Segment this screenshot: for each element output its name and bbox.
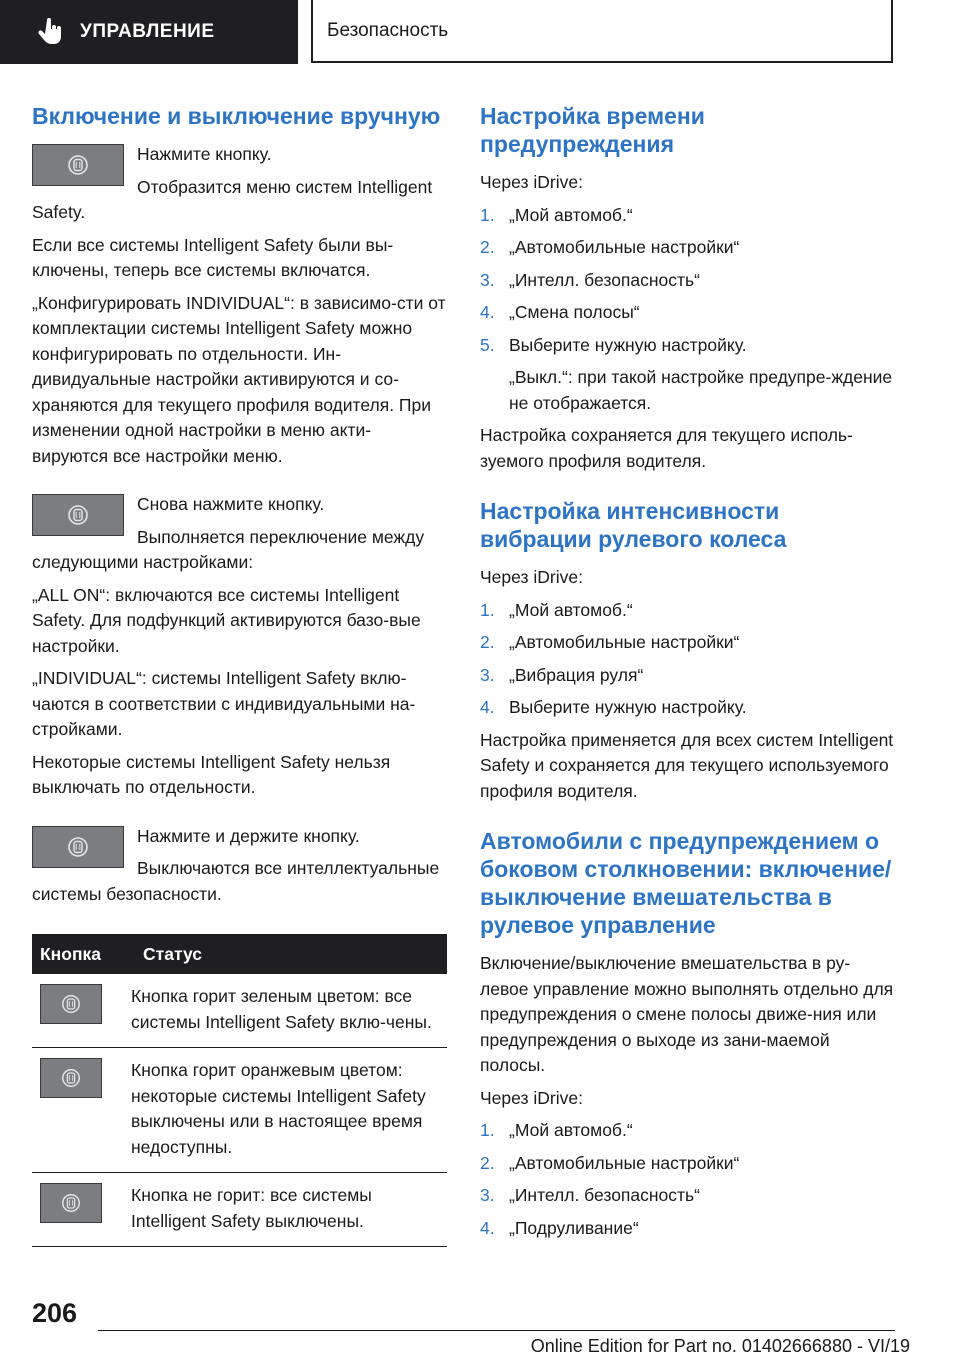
paragraph: Через iDrive: <box>480 1087 583 1108</box>
page-number: 206 <box>32 1298 78 1328</box>
safety-button-image <box>32 826 124 868</box>
section-heading: Настройка времени предупреждения <box>480 103 705 157</box>
paragraph: Через iDrive: <box>480 567 583 587</box>
paragraph: Через iDrive: <box>480 172 583 192</box>
sub-note: „Выкл.“: при такой настройке предупре-ждение не отображается. <box>509 367 893 413</box>
step-block <box>32 824 447 908</box>
table-cell: Кнопка горит зеленым цветом: все системы Intelligent Safety вклю-чены. <box>131 974 447 1048</box>
paragraph: Настройка сохраняется для текущего исполь-зуемого профиля водителя. <box>480 425 853 471</box>
list-item: 2. „Автомобильные настройки“ <box>480 1152 740 1173</box>
safety-button-icon <box>66 503 90 527</box>
step-text: Снова нажмите кнопку. <box>137 494 325 514</box>
subsection-tab <box>311 0 893 63</box>
step-list <box>480 1118 895 1241</box>
safety-button-icon <box>60 1192 82 1214</box>
right-column <box>480 102 895 1248</box>
step-result: Выключаются все интеллектуальные системы безопасности. <box>32 858 440 904</box>
table-row <box>32 1173 447 1247</box>
table-header: Кнопка <box>32 934 131 974</box>
list-item: 4. „Подруливание“ <box>480 1217 639 1238</box>
list-item: 3. „Вибрация руля“ <box>480 664 644 685</box>
list-item: 2. „Автомобильные настройки“ <box>480 237 740 257</box>
safety-button-icon <box>60 993 82 1015</box>
step-text: Нажмите и держите кнопку. <box>137 825 360 846</box>
list-item: 3. „Интелл. безопасность“ <box>480 269 700 290</box>
table-cell: Кнопка не горит: все системы Intelligent Safety выключены. <box>131 1173 447 1247</box>
edition-footer: Online Edition for Part no. 01402666880 - VI/19 <box>530 1336 910 1356</box>
table-cell: Кнопка горит оранжевым цветом: некоторые системы Intelligent Safety выключены или в настоящее время недоступны. <box>131 1048 447 1173</box>
list-item: 2. „Автомобильные настройки“ <box>480 632 740 652</box>
step-list <box>480 203 895 359</box>
list-item: 4. „Смена полосы“ <box>480 302 640 322</box>
step-list <box>480 598 895 721</box>
button-orange-image <box>40 1058 102 1098</box>
step-result: Выполняется переключение между следующими настройками: <box>32 526 425 572</box>
table-row <box>32 1048 447 1173</box>
section-heading: Включение и выключение вручную <box>32 103 441 129</box>
section-heading: Настройка интенсивности вибрации рулевого колеса <box>480 498 787 552</box>
left-column <box>32 102 447 1247</box>
table-header: Статус <box>131 934 447 974</box>
status-table <box>32 934 447 1247</box>
safety-button-icon <box>66 835 90 859</box>
hand-pointer-icon <box>36 17 66 47</box>
list-item: 4. Выберите нужную настройку. <box>480 697 747 717</box>
list-item: 1. „Мой автомоб.“ <box>480 599 633 620</box>
list-item: 1. „Мой автомоб.“ <box>480 1120 633 1140</box>
list-item: 5. Выберите нужную настройку. <box>480 334 747 355</box>
button-off-image <box>40 1183 102 1223</box>
paragraph: „INDIVIDUAL“: системы Intelligent Safety вклю-чаются в соответствии с индивидуальными на-стройками. <box>32 668 416 739</box>
paragraph: „ALL ON“: включаются все системы Intelligent Safety. Для подфункций активируются базо-вые настройки. <box>32 584 421 656</box>
safety-button-image <box>32 494 124 536</box>
paragraph: Включение/выключение вмешательства в ру-левое управление можно выполнять отдельно для предупреждения о смене полосы движе-ния или предупреждения о выходе из зани-маемой полосы. <box>480 953 894 1075</box>
section-title: УПРАВЛЕНИЕ <box>80 21 215 42</box>
safety-button-icon <box>60 1067 82 1089</box>
paragraph: Некоторые системы Intelligent Safety нельзя выключать по отдельности. <box>32 751 391 797</box>
step-text: Нажмите кнопку. <box>137 144 272 164</box>
section-tab <box>0 0 298 64</box>
subsection-title: Безопасность <box>327 19 449 41</box>
button-green-image <box>40 984 102 1024</box>
safety-button-icon <box>66 153 90 177</box>
list-item: 3. „Интелл. безопасность“ <box>480 1185 700 1205</box>
section-heading: Автомобили с предупреждением о боковом столкновении: включение/выключение вмешательства в рулевое управление <box>480 828 892 938</box>
footer-divider <box>98 1330 895 1331</box>
step-result: Отобразится меню систем Intelligent Safety. <box>32 176 433 222</box>
step-block <box>32 142 447 226</box>
table-row <box>32 974 447 1048</box>
paragraph: „Конфигурировать INDIVIDUAL“: в зависимо-сти от комплектации системы Intelligent Safety можно конфигурировать по отдельности. Ин-дивидуальные настройки активируются и со-храняются для текущего профиля водителя. При изменении одной настройки в меню акти-вируются все настройки меню. <box>32 292 446 466</box>
safety-button-image <box>32 144 124 186</box>
list-item: 1. „Мой автомоб.“ <box>480 204 633 225</box>
step-block <box>32 492 447 576</box>
paragraph: Настройка применяется для всех систем Intelligent Safety и сохраняется для текущего используемого профиля водителя. <box>480 729 894 801</box>
paragraph: Если все системы Intelligent Safety были вы-ключены, теперь все системы включатся. <box>32 234 394 280</box>
